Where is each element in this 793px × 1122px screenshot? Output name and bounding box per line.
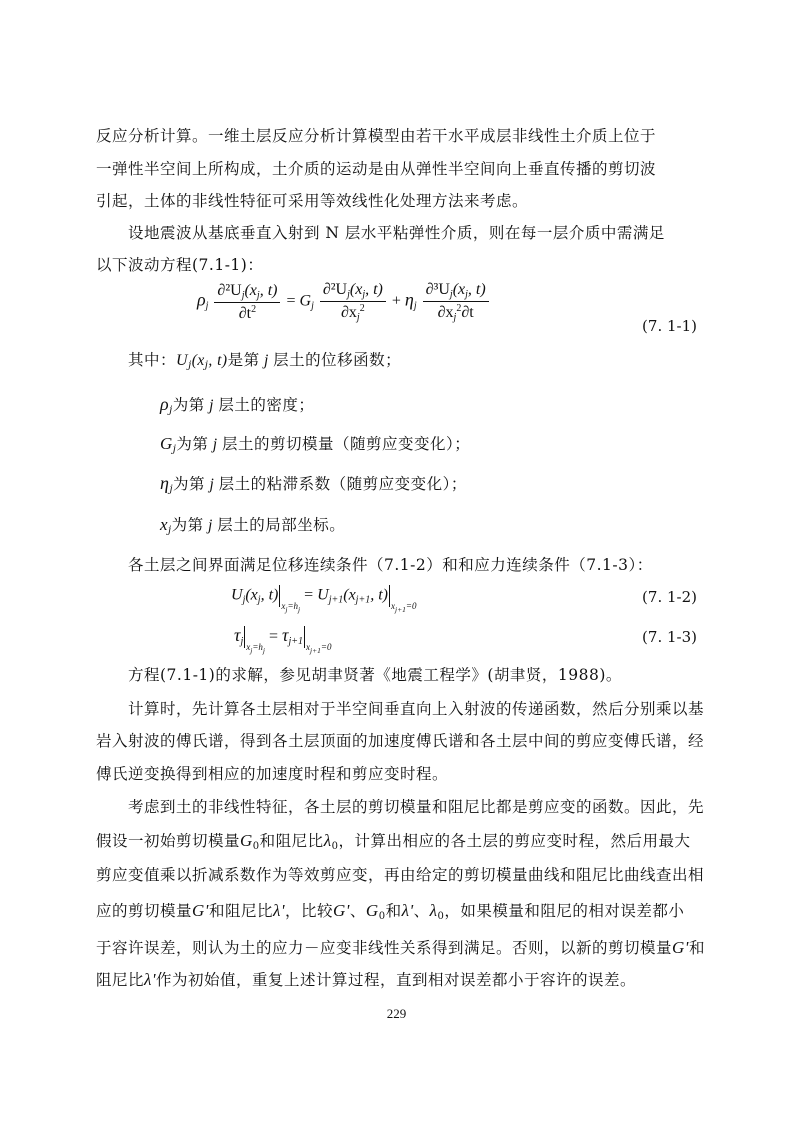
paragraph-line: 引起，土体的非线性特征可采用等效线性化处理方法来考虑。 [96,192,529,210]
paragraph-line: 设地震波从基底垂直入射到 N 层水平粘弹性介质，则在每一层介质中需满足 [128,224,665,242]
definition-u: 其中：$U_j(x_j$, t)是第 j 层土的位移函数； [128,351,402,371]
paragraph-line: 假设一初始剪切模量$G_0$和阻尼比$\lambda_0$，计算出相应的各土层的剪应变时程，然后用最大 [96,831,691,852]
equation-7-1-3: $\tau_j$ $_{x_j=h_j} = \tau_{j+1}$ $_{x_{j+1}=0}$ [234,625,332,655]
definition-g: $G_j$为第 j 层土的剪切模量（随剪应变变化）； [160,434,471,455]
paragraph-line: 计算时，先计算各土层相对于半空间垂直向上入射波的传递函数，然后分别乘以基 [128,700,705,718]
equation-number: (7. 1-1) [642,317,697,335]
paragraph-line: 一弹性半空间上所构成，土介质的运动是由从弹性半空间向上垂直传播的剪切波 [96,160,657,178]
paragraph-line: 考虑到土的非线性特征，各土层的剪切模量和阻尼比都是剪应变的函数。因此，先 [128,798,705,816]
paragraph-line: 剪应变值乘以折减系数作为等效剪应变，再由给定的剪切模量曲线和阻尼比曲线查出相 [96,866,705,884]
definition-rho: $\rho_j$为第 j 层土的密度； [160,394,315,416]
equation-number: (7. 1-2) [642,588,697,606]
equation-7-1-1: $\rho_j$ $\frac{\partial^2U_j(x_j, t)}{\partial t^2}$ = $G_j$ $\frac{\partial^2U_j(x_j, t)}{\partial x_j^2}$ + $\eta_j$ $\frac{\partial^3U_j(x_j, t)}{\partial x_j^2\partial t}$ [197,281,491,323]
paragraph-line: 方程(7.1-1)的求解，参见胡聿贤著《地震工程学》(胡聿贤，1988)。 [128,666,622,684]
definition-eta: $\eta_j$为第 j 层土的粘滞系数（随剪应变变化）； [160,473,467,495]
paragraph-line: 傅氏逆变换得到相应的加速度时程和剪应变时程。 [96,765,449,783]
definition-x: $x_j$为第 j 层土的局部坐标。 [160,515,346,536]
paragraph-line: 阻尼比λ'作为初始值，重复上述计算过程，直到相对误差都小于容许的误差。 [96,970,637,989]
equation-number: (7. 1-3) [642,628,697,646]
page-number: 229 [386,1006,407,1021]
paragraph-line: 各土层之间界面满足位移连续条件（7.1-2）和和应力连续条件（7.1-3）： [128,556,653,574]
paragraph-line: 以下波动方程(7.1-1)： [96,256,264,274]
paragraph-line: 岩入射波的傅氏谱，得到各土层顶面的加速度傅氏谱和各土层中间的剪应变傅氏谱，经 [96,732,705,750]
paragraph-line: 应的剪切模量G'和阻尼比λ'，比较G'、$G_0$和λ'、$\lambda_0$，如果模量和阻尼的相对误差都小 [96,901,685,922]
paragraph-line: 反应分析计算。一维土层反应分析计算模型由若干水平成层非线性土介质上位于 [96,127,657,145]
equation-7-1-2: $U_j(x_j$, $t)_{x_j=h_j} = U_{j+1}(x_{j+1}$, $t)_{x_{j+1}=0}$ [231,586,417,614]
paragraph-line: 于容许误差，则认为土的应力－应变非线性关系得到满足。否则，以新的剪切模量G'和 [96,938,705,957]
